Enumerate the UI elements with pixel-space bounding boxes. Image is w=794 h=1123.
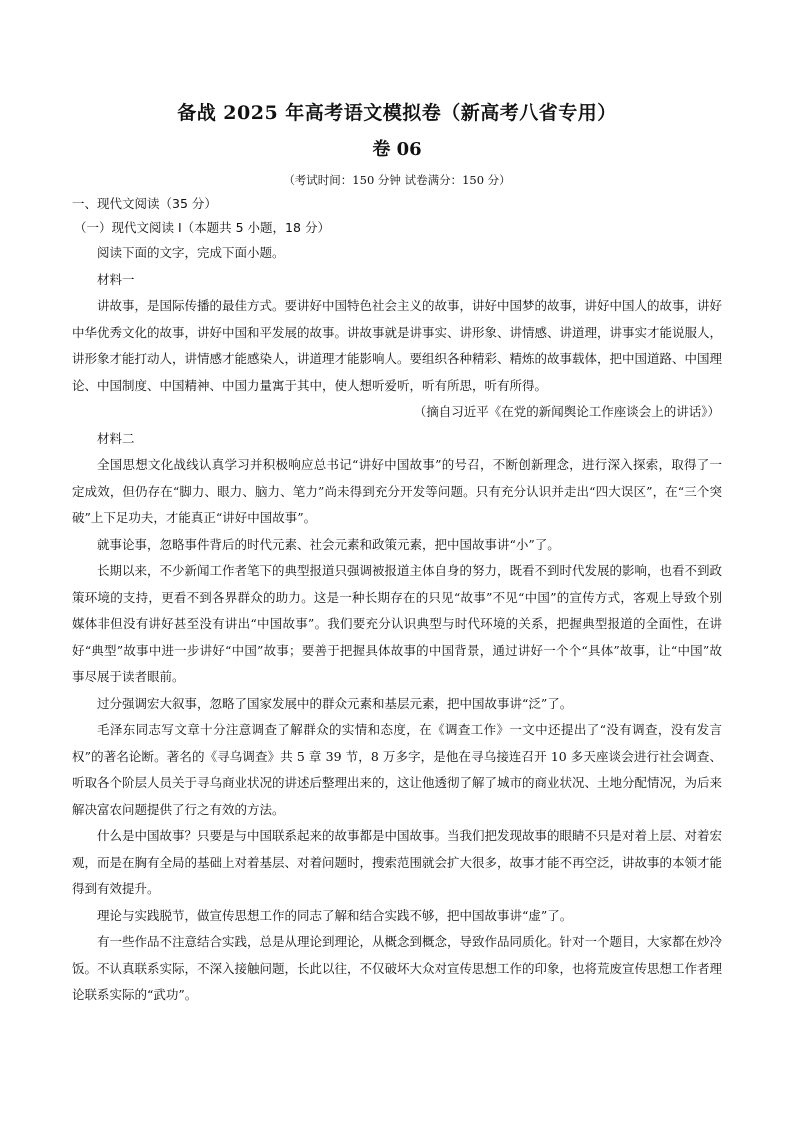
subsection-heading: （一）现代文阅读 I（本题共 5 小题，18 分） — [74, 220, 330, 235]
material2-paragraph: 有一些作品不注意结合实践，总是从理论到理论，从概念到概念，导致作品同质化。针对一个题目，大家都在炒冷饭。不认真联系实际，不深入接触问题，长此以往，不仅破坏大众对宣传思想工作的印象，也将荒废宣传思想工作者理论联系实际的“武功”。 — [72, 934, 723, 1002]
material1-text: 讲故事，是国际传播的最佳方式。要讲好中国特色社会主义的故事，讲好中国梦的故事，讲好中国人的故事，讲好中华优秀文化的故事，讲好中国和平发展的故事。讲故事就是讲事实、讲形象、讲情感、讲道理，讲事实才能说服人，讲形象才能打动人，讲情感才能感染人，讲道理才能影响人。要组织各种精彩、精炼的故事载体，把中国道路、中国理论、中国制度、中国精神、中国力量寓于其中，使人想听爱听，听有所思，听有所得。 — [72, 298, 723, 393]
material2-paragraph: 毛泽东同志写文章十分注意调查了解群众的实情和态度，在《调查工作》一文中还提出了“没有调查，没有发言权”的著名论断。著名的《寻乌调查》共 5 章 39 节，8 万多字，是他在寻乌接连召开 10 多天座谈会进行社会调查、听取各个阶层人员关于寻乌商业状况的讲述后整理出来的，这让他透彻了解了城市的商业状况、土地分配情况，为后来解决富农问题提供了行之有效的方法。 — [72, 722, 723, 817]
material1-label: 材料一 — [97, 271, 135, 287]
material2-paragraph: 长期以来，不少新闻工作者笔下的典型报道只强调被报道主体自身的努力，既看不到时代发展的影响，也看不到政策环境的支持，更看不到各界群众的助力。这是一种长期存在的只见“故事”不见“中国”的宣传方式，客观上导致个别媒体非但没有讲好甚至没有讲出“中国故事”。我们要充分认识典型与时代环境的关系，把握典型报道的全面性，在讲好“典型”故事中进一步讲好“中国”故事；要善于把握具体故事的中国背景，通过讲好一个个“具体”故事，让“中国”故事尽展于读者眼前。 — [72, 563, 723, 684]
material2-paragraph: 过分强调宏大叙事，忽略了国家发展中的群众元素和基层元素，把中国故事讲“泛”了。 — [97, 695, 573, 711]
exam-title: 备战 2025 年高考语文模拟卷（新高考八省专用） — [177, 102, 617, 124]
material2-paragraph: 理论与实践脱节，做宣传思想工作的同志了解和结合实践不够，把中国故事讲“虚”了。 — [97, 907, 573, 923]
material2-label: 材料二 — [97, 430, 135, 446]
exam-volume: 卷 06 — [372, 139, 422, 160]
material2-paragraph: 什么是中国故事？只要是与中国联系起来的故事都是中国故事。当我们把发现故事的眼睛不只是对着上层、对着宏观，而是在胸有全局的基础上对着基层、对着问题时，搜索范围就会扩大很多，故事才能不再空泛，讲故事的本领才能得到有效提升。 — [72, 828, 723, 896]
material2-paragraph: 全国思想文化战线认真学习并积极响应总书记“讲好中国故事”的号召，不断创新理念，进行深入探索，取得了一定成效，但仍存在“脚力、眼力、脑力、笔力”尚未得到充分开发等问题。只有充分认识并走出“四大误区”，在“三个突破”上下足功夫，才能真正“讲好中国故事”。 — [72, 457, 722, 525]
reading-instruction: 阅读下面的文字，完成下面小题。 — [97, 245, 285, 260]
material1-source: （摘自习近平《在党的新闻舆论工作座谈会上的讲话》） — [413, 404, 720, 419]
section-heading: 一、现代文阅读（35 分） — [72, 196, 217, 211]
material2-paragraph: 就事论事，忽略事件背后的时代元素、社会元素和政策元素，把中国故事讲“小”了。 — [97, 536, 560, 552]
exam-meta: （考试时间：150 分钟 试卷满分：150 分） — [283, 173, 511, 187]
